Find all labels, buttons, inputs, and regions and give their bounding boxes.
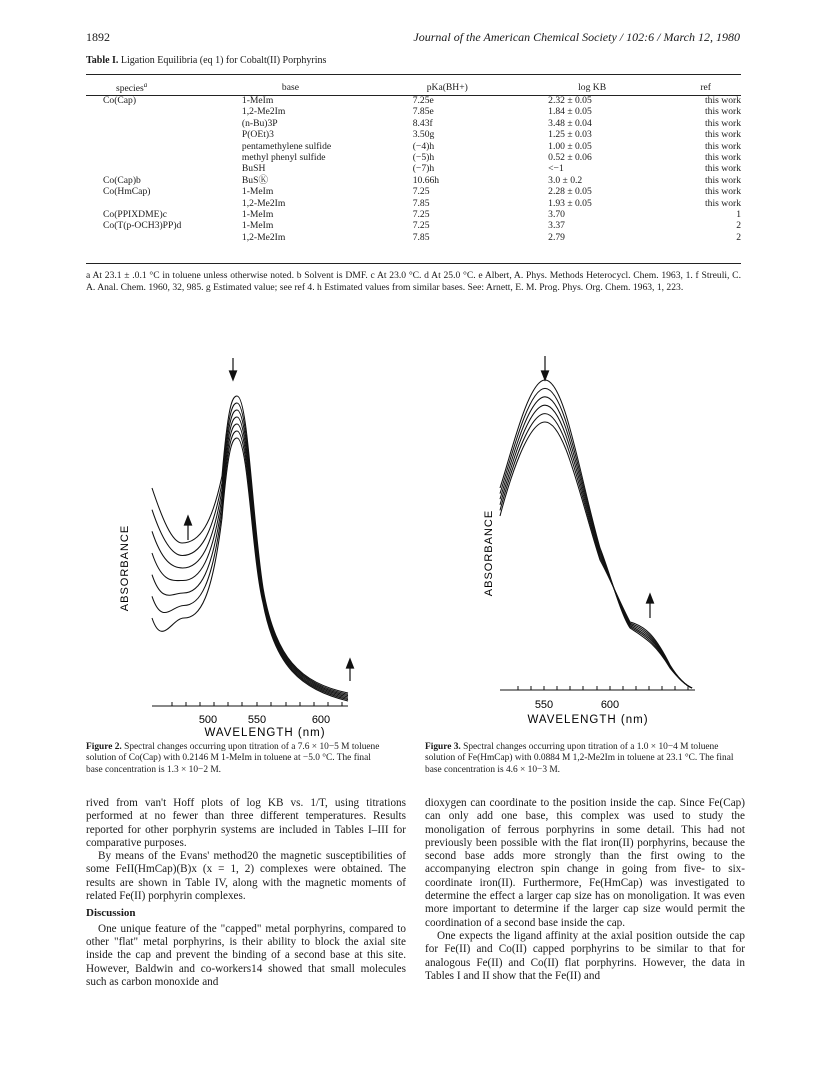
figure-2-xlabel: WAVELENGTH (nm) [204, 727, 326, 739]
figure-2-arrows [185, 358, 354, 681]
figure-3-spectrum-curve [500, 422, 692, 688]
table-label: Table I. [86, 55, 119, 66]
figure-2-spectrum-curve [152, 417, 348, 697]
table-cell-base: 1-MeIm [241, 186, 274, 198]
table-footnotes: a At 23.1 ± .0.1 °C in toluene unless otherwise noted. b Solvent is DMF. c At 23.0 °C. d At 25.0 °C. e Albert, A. Phys. Methods Heterocycl. Chem. 1963, 1. f Streuli, C. A. Anal. Chem. 1960, 32, 985. g Estimated value; see ref 4. h Estimated values from similar bases. See: Arnett, E. M. Prog. Phys. Org. Chem. 1963, 1, 223. [86, 270, 741, 294]
table-top-rule [86, 74, 741, 75]
table-row [86, 232, 741, 243]
table-cell-ref: this work [705, 117, 741, 129]
table-row [86, 129, 741, 140]
table-cell-species [86, 106, 242, 117]
body-right-paragraph-1: dioxygen can coordinate to the position inside the cap. Since Fe(Cap) can only add one base, this complex was used to study the monoligation of ferrous porphyrins in some detail. This had not previously been possible with the flat iron(II) porphyrins, because the second base adds more strongly than the first owing to the accompanying electron spin change in going from five- to six-coordinate iron(II). Furthermore, Fe(HmCap) was investigated to determine the effect a larger cap size has on monoligation. It was even more important to determine if the larger cap size would permit the coordination of a second base inside the cap. [425, 797, 745, 929]
table-row [86, 106, 741, 117]
figure-2-spectrum-curve [152, 403, 348, 694]
col-logk: log KB [578, 81, 607, 93]
table-cell-species [86, 232, 242, 243]
body-left-column [86, 797, 406, 989]
table-cell-species [86, 152, 242, 163]
table-cell-base: pentamethylene sulfide [241, 140, 332, 152]
table-cell-ref: this work [705, 174, 741, 186]
body-left-paragraph-1: rived from van't Hoff plots of log KB vs. 1/T, using titrations performed at no fewer than three different temperatures. Results reported for other porphyrin systems are included in Tables I–III for comparative purposes. [86, 797, 406, 849]
table-cell-pka: (−4)h [412, 140, 435, 152]
table-cell-ref: this work [705, 186, 741, 198]
table-cell-ref: 2 [736, 231, 741, 243]
col-ref: ref [700, 81, 711, 93]
table-cell-pka: 7.25e [412, 95, 434, 107]
table-cell-ref: this work [705, 197, 741, 209]
figure-2-plot [100, 338, 370, 740]
table-row [86, 141, 741, 152]
table-cell-pka: 7.85e [412, 106, 434, 118]
discussion-heading: Discussion [86, 907, 136, 920]
table-cell-species: Co(PPIXDME)c [103, 209, 167, 220]
figure-3-tick-550: 550 [534, 699, 554, 711]
table-cell-species [86, 141, 242, 152]
figure-2-caption: Figure 2. Spectral changes occurring upon titration of a 7.6 × 10−5 M toluene solution of Co(Cap) with 0.2146 M 1-MeIm in toluene at −5.0 °C. The final base concentration is 1.3 × 10−2 M. [86, 742, 380, 775]
table-row [86, 186, 741, 197]
journal-header: Journal of the American Chemical Society / 102:6 / March 12, 1980 [413, 30, 740, 44]
table-cell-base: 1-MeIm [241, 95, 274, 107]
table-cell-logk: 1.93 ± 0.05 [548, 197, 592, 209]
table-cell-base: BuSH [241, 163, 266, 175]
table-body [86, 95, 741, 243]
col-species: species$^a$ [116, 81, 148, 95]
col-base: base [281, 81, 299, 93]
body-right-column [425, 797, 745, 983]
table-cell-base: BuSⓀ [241, 174, 269, 186]
table-cell-pka: 7.25 [412, 209, 430, 220]
table-cell-ref: this work [705, 129, 741, 141]
table-row [86, 220, 741, 231]
table-row [86, 209, 741, 220]
table-title: Ligation Equilibria (eq 1) for Cobalt(II) Porphyrins [120, 55, 327, 66]
page-number: 1892 [86, 30, 110, 44]
table-cell-logk: 3.37 [548, 220, 565, 232]
table-cell-base: methyl phenyl sulfide [241, 152, 326, 164]
table-row [86, 175, 741, 186]
table-cell-ref: 2 [736, 220, 741, 232]
figure-3-plot [470, 338, 740, 740]
figure-2-spectrum-curve [152, 396, 348, 693]
table-bottom-rule [86, 263, 741, 264]
figure-3-caption: Figure 3. Spectral changes occurring upon titration of a 1.0 × 10−4 M toluene solution of Fe(HmCap) with 0.0884 M 1,2-Me2Im in toluene at 23.1 °C. The final base concentration is 4.6 × 10−3 M. [425, 742, 734, 775]
table-cell-species: Co(Cap)b [103, 174, 141, 186]
figure-3-ylabel: ABSORBANCE [483, 509, 495, 597]
table-cell-pka: (−7)h [412, 163, 435, 175]
table-cell-logk: 0.52 ± 0.06 [548, 152, 592, 164]
table-cell-base: 1-MeIm [241, 209, 274, 220]
table-cell-ref: this work [705, 152, 741, 164]
table-cell-ref: this work [705, 95, 741, 107]
figure-3 [470, 338, 740, 740]
table-cell-logk: 3.48 ± 0.04 [548, 117, 592, 129]
table-cell-species [86, 198, 242, 209]
table-cell-species [86, 163, 242, 174]
table-cell-base: 1,2-Me2Im [241, 231, 286, 243]
table-cell-logk: 3.0 ± 0.2 [548, 174, 583, 186]
table-cell-pka: 7.85 [412, 231, 430, 243]
table-cell-pka: (−5)h [412, 152, 435, 164]
figure-3-tick-600: 600 [600, 699, 620, 711]
figure-3-spectrum-curve [500, 380, 692, 688]
table-cell-logk: 1.00 ± 0.05 [548, 140, 592, 152]
table-cell-logk: 2.28 ± 0.05 [548, 186, 592, 198]
table-cell-logk: 1.25 ± 0.03 [548, 129, 592, 141]
table-cell-base: P(OEt)3 [241, 129, 274, 141]
table-cell-logk: 2.79 [548, 231, 565, 243]
table-row [86, 152, 741, 163]
table-cell-species [86, 129, 242, 140]
figure-3-spectrum-curve [500, 414, 692, 688]
table-cell-pka: 7.85 [412, 197, 430, 209]
table-cell-ref: this work [705, 106, 741, 118]
table-cell-ref: 1 [736, 209, 741, 220]
table-caption [86, 55, 326, 66]
figure-2-tick-500: 500 [198, 714, 218, 726]
table-cell-pka: 10.66h [412, 174, 440, 186]
table-cell-logk: 1.84 ± 0.05 [548, 106, 592, 118]
table-cell-species [86, 118, 242, 129]
figure-2 [100, 338, 370, 740]
figure-2-tick-600: 600 [311, 714, 331, 726]
table-cell-pka: 3.50g [412, 129, 435, 141]
table-cell-species: Co(T(p-OCH3)PP)d [103, 220, 182, 232]
figure-2-ylabel: ABSORBANCE [119, 524, 131, 612]
table-row [86, 163, 741, 174]
table-row [86, 198, 741, 209]
figure-2-tick-550: 550 [247, 714, 267, 726]
ligation-table [86, 80, 741, 243]
table-cell-species: Co(HmCap) [103, 186, 151, 198]
table-cell-logk: 2.32 ± 0.05 [548, 95, 592, 107]
col-pka: pKa(BH+) [426, 81, 468, 93]
table-cell-species: Co(Cap) [103, 95, 137, 107]
table-cell-logk: <−1 [548, 163, 564, 175]
table-cell-logk: 3.70 [548, 209, 565, 220]
body-left-paragraph-3: One unique feature of the "capped" metal porphyrins, compared to other "flat" metal porphyrins, is their ability to block the axial site inside the cap and prevent the binding of a second base at this site. However, Baldwin and co-workers14 showed that small molecules such as carbon monoxide and [86, 922, 406, 988]
table-cell-pka: 8.43f [412, 117, 433, 129]
table-cell-pka: 7.25 [412, 220, 430, 232]
table-cell-ref: this work [705, 163, 741, 175]
table-row [86, 118, 741, 129]
table-cell-base: 1,2-Me2Im [241, 106, 286, 118]
table-row [86, 95, 741, 106]
figure-3-xlabel: WAVELENGTH (nm) [527, 714, 649, 726]
body-right-paragraph-2: One expects the ligand affinity at the axial position outside the cap for Fe(II) and Co(II) capped porphyrins to be similar to that for analogous Fe(II) and Co(II) flat porphyrins. However, the data in Tables I and II show that the Fe(II) and [425, 929, 745, 982]
figure-2-spectrum-curve [152, 410, 348, 696]
table-cell-base: 1,2-Me2Im [241, 197, 286, 209]
table-cell-pka: 7.25 [412, 186, 430, 198]
body-left-paragraph-2: By means of the Evans' method20 the magnetic susceptibilities of some FeII(HmCap)(B)x (x = 1, 2) complexes were obtained. The results are shown in Table IV, along with the magnetic moments of related Fe(II) porphyrin complexes. [86, 850, 406, 903]
table-cell-base: 1-MeIm [241, 220, 274, 232]
table-cell-ref: this work [705, 140, 741, 152]
table-cell-base: (n-Bu)3P [241, 117, 278, 129]
